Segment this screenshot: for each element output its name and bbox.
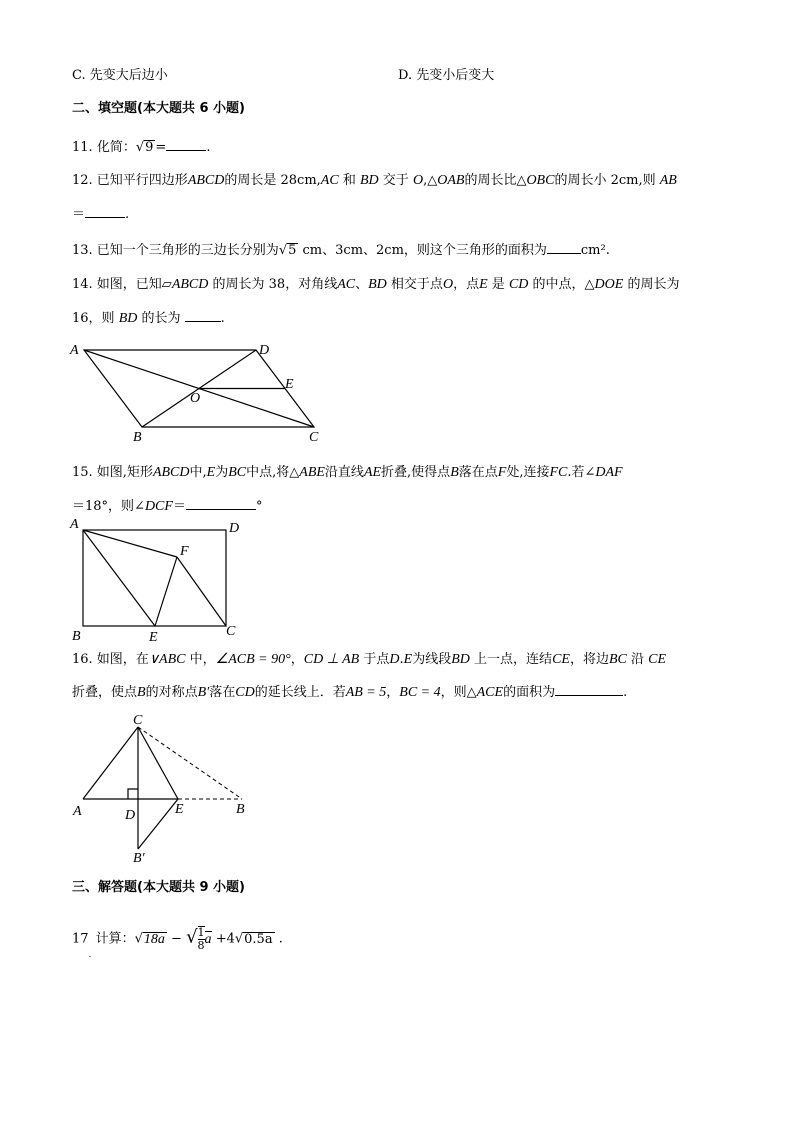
- section-heading-fill-blank: 二、填空题(本大题共 6 小题): [72, 101, 245, 116]
- question-15-line-1: 15. 如图,矩形ABCD中,E为BC中点,将△ABE沿直线AE折叠,使得点B落在点F处,连接FC.若∠DAF: [72, 465, 623, 480]
- q16-label-b: B: [236, 802, 245, 817]
- question-16-line-1: 16. 如图，在∨ABC 中，∠ACB = 90°，CD ⊥ AB 于点D.E为线段BD 上一点，连结CE，将边BC 沿 CE: [72, 652, 667, 667]
- q14-label-a: A: [70, 343, 79, 358]
- question-14-line-2: 16，则 BD 的长为 .: [72, 311, 225, 326]
- q15-label-e: E: [149, 630, 158, 645]
- segment-ac: [83, 727, 138, 799]
- radicand: 9: [145, 140, 154, 155]
- q14-label-d: D: [259, 343, 270, 358]
- question-17: $17_.$ 计算：√18a − √ $\frac{1}{8}$ a +4√0.5a .: [72, 926, 283, 960]
- q16-label-d: D: [125, 808, 136, 823]
- question-14-line-1: 14. 如图，已知▱ABCD 的周长为 38，对角线AC、BD 相交于点O，点E 是 CD 的中点，△DOE 的周长为: [72, 277, 680, 292]
- option-c: C. 先变大后边小: [72, 68, 168, 83]
- q16-label-a: A: [73, 804, 82, 819]
- q16-label-b-prime: B′: [133, 851, 145, 866]
- segment-b-prime-e: [138, 799, 178, 849]
- right-angle-mark: [128, 789, 138, 799]
- section-heading-solutions: 三、解答题(本大题共 9 小题): [72, 880, 245, 895]
- q16-label-e: E: [175, 802, 184, 817]
- sqrt-symbol: √: [135, 140, 145, 155]
- dashed-cb: [138, 727, 242, 799]
- q15-label-f: F: [180, 544, 189, 559]
- q15-label-d: D: [229, 521, 240, 536]
- q14-label-o: O: [190, 391, 201, 406]
- q15-label-b: B: [72, 629, 81, 644]
- question-11: 11. 化简：√9 = .: [72, 140, 211, 155]
- question-13: 13. 已知一个三角形的三边长分别为√5 cm、3cm、2cm，则这个三角形的面积为 cm².: [72, 243, 610, 258]
- question-12-line-1: 12. 已知平行四边形ABCD的周长是 28cm,AC 和 BD 交于 O,△OAB的周长比△OBC的周长小 2cm,则 AB: [72, 173, 677, 188]
- segment-ce: [138, 727, 178, 799]
- option-d: D. 先变小后变大: [398, 68, 495, 83]
- q14-label-e: E: [285, 377, 294, 392]
- q14-label-b: B: [133, 430, 142, 445]
- question-15-line-2: ＝18°，则∠DCF＝ °: [72, 499, 263, 514]
- q15-label-c: C: [226, 624, 236, 639]
- q16-label-c: C: [133, 713, 143, 728]
- question-16-line-2: 折叠，使点B的对称点B′落在CD的延长线上．若AB = 5，BC = 4，则△ACE的面积为 .: [72, 685, 628, 700]
- q14-label-c: C: [309, 430, 319, 445]
- question-12-line-2: ＝ .: [72, 207, 130, 222]
- q15-label-a: A: [70, 517, 79, 532]
